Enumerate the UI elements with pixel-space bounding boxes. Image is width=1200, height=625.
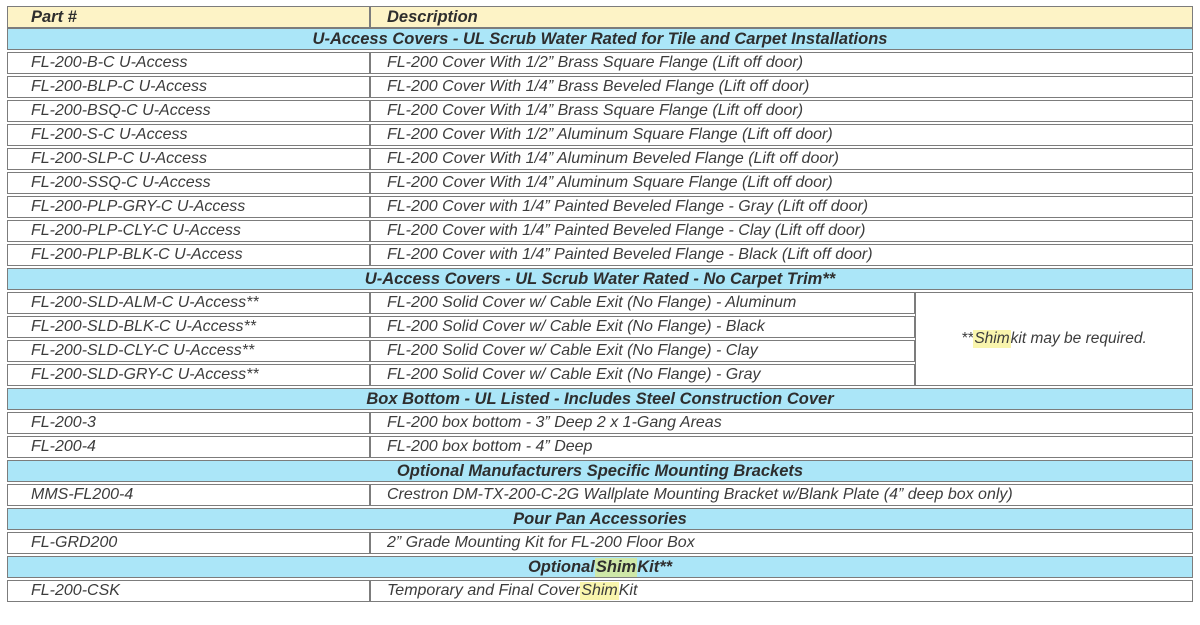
section-header-row-5 [7,556,1193,578]
description-cell: FL-200 Cover With 1/4” Brass Square Flange (Lift off door) [370,100,1193,122]
description-cell: FL-200 Solid Cover w/ Cable Exit (No Flange) - Black [370,316,915,338]
part-number-cell: FL-200-PLP-CLY-C U-Access [7,220,370,242]
section-header-row-4 [7,508,1193,530]
section-header-row-0 [7,28,1193,50]
table-header-row [7,6,1193,28]
table-row [7,148,1193,170]
part-number-cell: FL-GRD200 [7,532,370,554]
section-header-row-1 [7,268,1193,290]
description-cell: 2” Grade Mounting Kit for FL-200 Floor Box [370,532,1193,554]
table-row [7,244,1193,266]
description-cell: FL-200 Cover with 1/4” Painted Beveled Flange - Black (Lift off door) [370,244,1193,266]
part-number-cell: FL-200-SLD-ALM-C U-Access** [7,292,370,314]
shim-highlight: Shim [974,330,1010,347]
part-number-cell: FL-200-SLD-CLY-C U-Access** [7,340,370,362]
table-row [7,196,1193,218]
table-row [7,436,1193,458]
section-title: U-Access Covers - UL Scrub Water Rated for Tile and Carpet Installations [7,28,1193,50]
part-number-cell: FL-200-SLD-BLK-C U-Access** [7,316,370,338]
description-cell: FL-200 box bottom - 4” Deep [370,436,1193,458]
table-row [7,580,1193,602]
table-row [7,172,1193,194]
section-rows-with-note [7,292,1193,386]
part-number-cell: FL-200-SLP-C U-Access [7,148,370,170]
section-header-row-2 [7,388,1193,410]
table-row [7,124,1193,146]
section-title: Box Bottom - UL Listed - Includes Steel Construction Cover [7,388,1193,410]
section-title: Pour Pan Accessories [7,508,1193,530]
table-row [7,100,1193,122]
section-title: U-Access Covers - UL Scrub Water Rated - No Carpet Trim** [7,268,1193,290]
description-cell: FL-200 box bottom - 3” Deep 2 x 1-Gang Areas [370,412,1193,434]
description-cell: FL-200 Solid Cover w/ Cable Exit (No Flange) - Gray [370,364,915,386]
table-sections [7,28,1193,602]
description-cell: FL-200 Cover with 1/4” Painted Beveled Flange - Clay (Lift off door) [370,220,1193,242]
part-number-cell: FL-200-PLP-BLK-C U-Access [7,244,370,266]
part-number-cell: FL-200-SSQ-C U-Access [7,172,370,194]
shim-highlight: Shim [581,582,618,599]
description-cell: FL-200 Solid Cover w/ Cable Exit (No Flange) - Aluminum [370,292,915,314]
part-number-cell: FL-200-PLP-GRY-C U-Access [7,196,370,218]
description-cell: FL-200 Cover With 1/2” Brass Square Flange (Lift off door) [370,52,1193,74]
part-number-cell: FL-200-BSQ-C U-Access [7,100,370,122]
part-number-cell: FL-200-B-C U-Access [7,52,370,74]
part-number-cell: FL-200-3 [7,412,370,434]
table-row [7,52,1193,74]
table-row [7,532,1193,554]
table-row [7,484,1193,506]
section-header-row-3 [7,460,1193,482]
description-cell: Crestron DM-TX-200-C-2G Wallplate Mounting Bracket w/Blank Plate (4” deep box only) [370,484,1193,506]
table-row [7,76,1193,98]
part-number-cell: FL-200-4 [7,436,370,458]
description-cell: FL-200 Cover With 1/4” Aluminum Beveled Flange (Lift off door) [370,148,1193,170]
parts-table [7,6,1193,602]
table-row [7,220,1193,242]
column-header-description: Description [370,6,1193,28]
description-cell: FL-200 Solid Cover w/ Cable Exit (No Flange) - Clay [370,340,915,362]
part-number-cell: FL-200-S-C U-Access [7,124,370,146]
description-cell: FL-200 Cover With 1/4” Brass Beveled Flange (Lift off door) [370,76,1193,98]
description-cell: FL-200 Cover with 1/4” Painted Beveled Flange - Gray (Lift off door) [370,196,1193,218]
description-cell: Temporary and Final Cover Shim Kit [370,580,1193,602]
section-title: Optional Manufacturers Specific Mounting Brackets [7,460,1193,482]
part-number-cell: FL-200-SLD-GRY-C U-Access** [7,364,370,386]
part-number-cell: MMS-FL200-4 [7,484,370,506]
section-title: Optional Shim Kit** [7,556,1193,578]
description-cell: FL-200 Cover With 1/4” Aluminum Square Flange (Lift off door) [370,172,1193,194]
shim-highlight: Shim [595,557,637,576]
part-number-cell: FL-200-CSK [7,580,370,602]
column-header-part: Part # [7,6,370,28]
part-number-cell: FL-200-BLP-C U-Access [7,76,370,98]
shim-note: ** Shim kit may be required. [915,292,1193,386]
table-row [7,412,1193,434]
description-cell: FL-200 Cover With 1/2” Aluminum Square Flange (Lift off door) [370,124,1193,146]
